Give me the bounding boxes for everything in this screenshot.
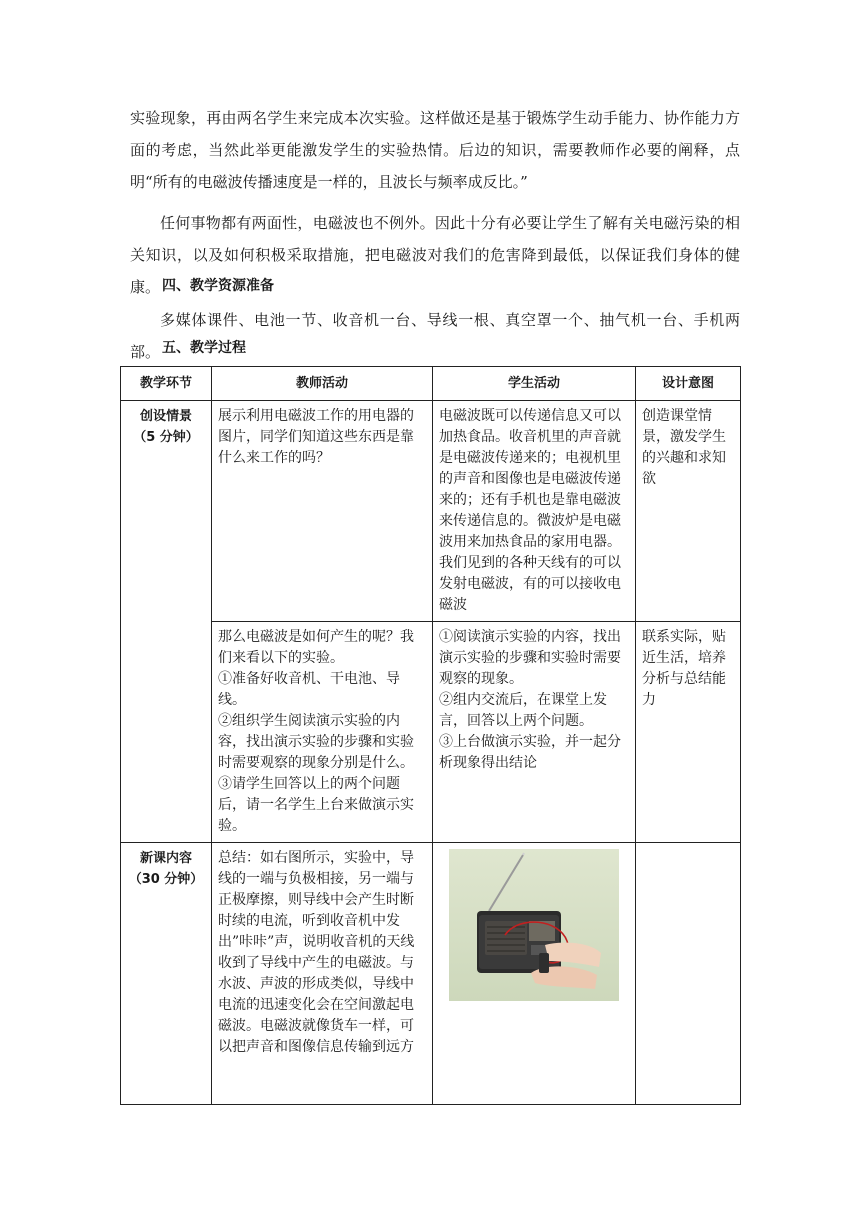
paragraph-2: 任何事物都有两面性，电磁波也不例外。因此十分有必要让学生了解有关电磁污染的相关知识，以及如何积极采取措施，把电磁波对我们的危害降到最低，以保证我们身体的健康。	[130, 214, 740, 296]
design-intent-text: 联系实际，贴近生活，培养分析与总结能力	[642, 629, 726, 708]
teacher-activity-cell	[212, 843, 433, 1105]
design-intent-cell	[636, 401, 741, 622]
stage-name: 创设情景	[139, 409, 192, 424]
stage-cell-intro	[121, 401, 212, 843]
design-intent-cell	[636, 843, 741, 1105]
section-4-heading: 四、教学资源准备	[162, 278, 274, 294]
header-teacher-activity: 教师活动	[212, 367, 433, 401]
paragraph-1: 实验现象，再由两名学生来完成本次实验。这样做还是基于锻炼学生动手能力、协作能力方面的考虑，当然此举更能激发学生的实验热情。后边的知识，需要教师作必要的阐释，点明“所有的电磁波传播速度是一样的，且波长与频率成反比。”	[130, 109, 740, 191]
design-intent-cell	[636, 622, 741, 843]
radio-experiment-photo	[449, 849, 619, 1001]
stage-cell-new-content	[121, 843, 212, 1105]
table-row	[121, 622, 741, 843]
table-row	[121, 401, 741, 622]
student-activity-cell	[433, 843, 636, 1105]
stage-duration: （5 分钟）	[133, 430, 199, 445]
design-intent-text: 创造课堂情景，激发学生的兴趣和求知欲	[642, 408, 726, 487]
teacher-activity-cell	[212, 622, 433, 843]
teacher-activity-cell	[212, 401, 433, 622]
stage-name: 新课内容	[139, 851, 192, 866]
student-activity-text: ①阅读演示实验的内容，找出演示实验的步骤和实验时需要观察的现象。 ②组内交流后，在课堂上发言，回答以上两个问题。 ③上台做演示实验，并一起分析现象得出结论	[439, 629, 621, 771]
teacher-activity-text: 展示利用电磁波工作的用电器的图片，同学们知道这些东西是靠什么来工作的吗？	[218, 408, 414, 466]
section-4-text: 多媒体课件、电池一节、收音机一台、导线一根、真空罩一个、抽气机一台、手机两部。	[130, 311, 740, 361]
header-student-activity: 学生活动	[433, 367, 636, 401]
teacher-activity-text: 总结：如右图所示，实验中，导线的一端与负极相接，另一端与正极摩擦，则导线中会产生时断时续的电流，听到收音机中发出”咔咔”声，说明收音机的天线收到了导线中产生的电磁波。与水波、声波的形成类似，导线中电流的迅速变化会在空间激起电磁波。电磁波就像货车一样，可以把声音和图像信息传输到远方	[218, 850, 415, 1055]
table-row	[121, 843, 741, 1105]
header-design-intent: 设计意图	[636, 367, 741, 401]
student-activity-cell	[433, 622, 636, 843]
student-activity-cell	[433, 401, 636, 622]
header-stage: 教学环节	[121, 367, 212, 401]
section-5-heading: 五、教学过程	[162, 340, 246, 356]
student-activity-text: 电磁波既可以传递信息又可以加热食品。收音机里的声音就是电磁波传递来的；电视机里的声音和图像也是电磁波传递来的；还有手机也是靠电磁波来传递信息的。微波炉是电磁波用来加热食品的家用电器。我们见到的各种天线有的可以发射电磁波，有的可以接收电磁波	[439, 408, 621, 613]
stage-duration: （30 分钟）	[128, 872, 204, 887]
teacher-activity-text: 那么电磁波是如何产生的呢？我们来看以下的实验。 ①准备好收音机、干电池、导线。 ②组织学生阅读演示实验的内容，找出演示实验的步骤和实验时需要观察的现象分别是什么。 ③请学生回答以上的两个问题后，请一名学生上台来做演示实验。	[218, 629, 414, 834]
teaching-process-table	[120, 366, 741, 1105]
table-header-row	[121, 367, 741, 401]
